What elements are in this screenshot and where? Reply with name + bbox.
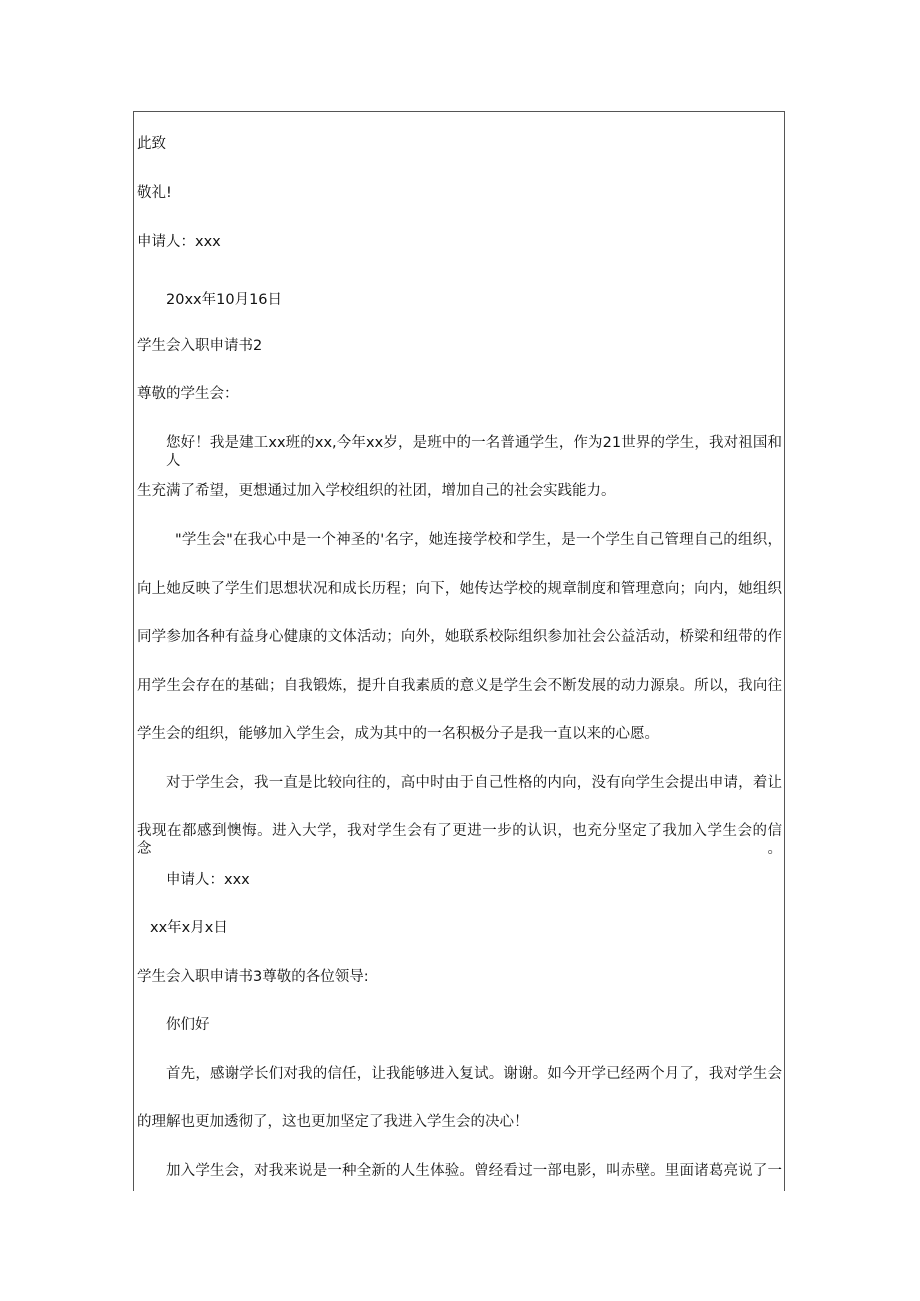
letter2-greeting: 尊敬的学生会：: [137, 386, 239, 402]
page-frame: [133, 111, 785, 1191]
letter3-hello: 你们好: [166, 1017, 210, 1033]
letter2-applicant: 申请人：xxx: [166, 872, 250, 888]
letter3-para1-line2: 的理解也更加透彻了，这也更加坚定了我进入学生会的决心！: [137, 1114, 529, 1130]
letter2-para3-line1: 对于学生会，我一直是比较向往的，高中时由于自己性格的内向，没有向学生会提出申请，着让: [166, 775, 782, 791]
letter2-para1-line1: 您好！我是建工xx班的xx,今年xx岁，是班中的一名普通学生，作为21世界的学生，我对祖国和人: [166, 435, 782, 469]
closing-salutation: 此致: [137, 136, 166, 152]
letter2-date: xx年x月x日: [150, 920, 228, 936]
closing-respect: 敬礼!: [137, 185, 172, 201]
letter2-para2-line3: 同学参加各种有益身心健康的文体活动；向外，她联系校际组织参加社会公益活动，桥梁和纽带的作: [137, 629, 782, 645]
letter3-title-greeting: 学生会入职申请书3尊敬的各位领导:: [137, 969, 369, 985]
letter1-date: 20xx年10月16日: [166, 292, 283, 308]
letter1-applicant: 申请人：xxx: [137, 234, 221, 250]
letter2-para1-line2: 生充满了希望，更想通过加入学校组织的社团，增加自己的社会实践能力。: [137, 483, 616, 499]
letter3-para2-line1: 加入学生会，对我来说是一种全新的人生体验。曾经看过一部电影，叫赤壁。里面诸葛亮说了一: [166, 1163, 782, 1179]
letter2-title: 学生会入职申请书2: [137, 338, 263, 354]
letter2-para2-line2: 向上她反映了学生们思想状况和成长历程；向下，她传达学校的规章制度和管理意向；向内，她组织: [137, 581, 782, 597]
letter2-para2-line1: "学生会"在我心中是一个神圣的'名字，她连接学校和学生，是一个学生自己管理自己的组织，: [175, 532, 782, 548]
letter2-para2-line5: 学生会的组织，能够加入学生会，成为其中的一名积极分子是我一直以来的心愿。: [137, 726, 659, 742]
letter2-para2-line4: 用学生会存在的基础；自我锻炼，提升自我素质的意义是学生会不断发展的动力源泉。所以，我向往: [137, 678, 782, 694]
letter3-para1-line1: 首先，感谢学长们对我的信任，让我能够进入复试。谢谢。如今开学已经两个月了，我对学生会: [166, 1066, 782, 1082]
letter2-para3-line2: 我现在都感到懊悔。进入大学，我对学生会有了更进一步的认识，也充分坚定了我加入学生会的信念。: [137, 823, 782, 857]
